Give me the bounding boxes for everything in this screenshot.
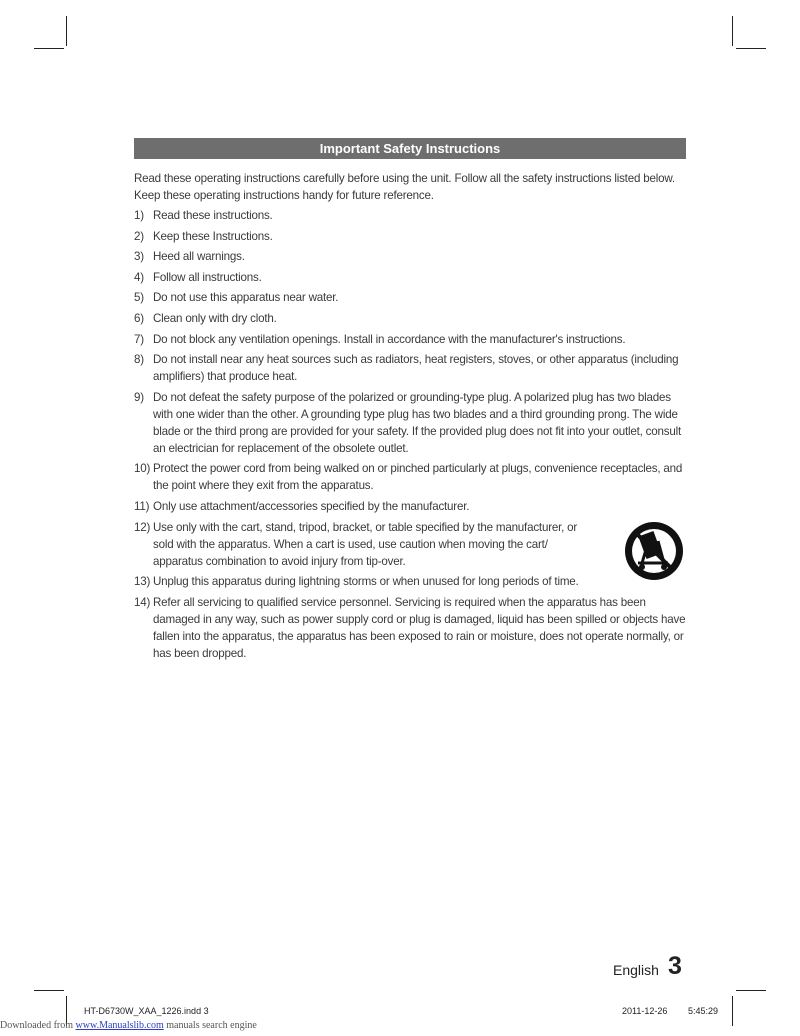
item-text: Do not install near any heat sources such as radiators, heat registers, stoves, or other apparatus (including amplifiers) that produce heat. bbox=[153, 353, 679, 384]
item-text: Do not block any ventilation openings. Install in accordance with the manufacturer's instructions. bbox=[153, 332, 626, 346]
item-text: Use only with the cart, stand, tripod, bracket, or table specified by the manufacturer, or sold with the apparatus. When a cart is used, use caution when moving the cart/ apparatus combination to avoid injury from tip-over. bbox=[153, 520, 578, 568]
instruction-item bbox=[134, 389, 686, 457]
section-header: Important Safety Instructions bbox=[134, 138, 686, 159]
item-text: Keep these Instructions. bbox=[153, 229, 273, 243]
download-suffix: manuals search engine bbox=[163, 1020, 257, 1031]
intro-paragraph: Read these operating instructions carefully before using the unit. Follow all the safety instructions listed below. Keep these operating instructions handy for future reference. bbox=[134, 172, 675, 202]
item-number: 3) bbox=[134, 250, 144, 264]
item-text: Protect the power cord from being walked on or pinched particularly at plugs, convenience receptacles, and the point where they exit from the apparatus. bbox=[153, 462, 683, 493]
item-number: 5) bbox=[134, 291, 144, 305]
item-number: 2) bbox=[134, 229, 144, 243]
slug-time: 5:45:29 bbox=[688, 1006, 719, 1016]
item-text: Do not use this apparatus near water. bbox=[153, 291, 339, 305]
instruction-item bbox=[134, 289, 686, 306]
crop-mark bbox=[34, 48, 64, 49]
item-number: 6) bbox=[134, 311, 144, 325]
item-number: 13) bbox=[134, 575, 151, 589]
item-number: 8) bbox=[134, 353, 144, 367]
instruction-item bbox=[134, 351, 686, 385]
item-text: Clean only with dry cloth. bbox=[153, 311, 277, 325]
manualslib-link[interactable]: www.Manualslib.com bbox=[75, 1020, 164, 1031]
crop-mark bbox=[66, 16, 67, 46]
crop-mark bbox=[34, 990, 64, 991]
item-text: Heed all warnings. bbox=[153, 250, 245, 264]
item-number: 12) bbox=[134, 520, 151, 534]
item-number: 14) bbox=[134, 595, 151, 609]
item-number: 4) bbox=[134, 270, 144, 284]
slug-file: HT-D6730W_XAA_1226.indd 3 bbox=[84, 1006, 209, 1016]
item-text: Refer all servicing to qualified service personnel. Servicing is required when the apparatus has been damaged in any way, such as power supply cord or plug is damaged, liquid has been spilled or objects have fallen into the apparatus, the apparatus has been exposed to rain or moisture, does not operate normally, or has been dropped. bbox=[153, 595, 686, 660]
page-number: 3 bbox=[668, 952, 682, 980]
instruction-item bbox=[134, 331, 686, 348]
item-text: Do not defeat the safety purpose of the polarized or grounding-type plug. A polarized plug has two blades with one wider than the other. A grounding type plug has two blades and a third grounding prong. The wide blade or the third prong are provided for your safety. If the provided plug does not fit into your outlet, consult an electrician for replacement of the obsolete outlet. bbox=[153, 390, 682, 455]
item-text: Read these instructions. bbox=[153, 209, 273, 222]
item-number: 1) bbox=[134, 209, 144, 222]
instruction-item bbox=[134, 248, 686, 265]
footer-language: English bbox=[613, 962, 659, 978]
item-number: 10) bbox=[134, 462, 151, 476]
crop-mark bbox=[736, 48, 766, 49]
download-prefix: Downloaded from bbox=[0, 1020, 76, 1031]
page-content bbox=[134, 138, 686, 665]
item-number: 11) bbox=[134, 499, 150, 513]
item-text: Only use attachment/accessories specified by the manufacturer. bbox=[153, 499, 470, 513]
instruction-item bbox=[134, 269, 686, 286]
crop-mark bbox=[736, 990, 766, 991]
slug-date: 2011-12-26 bbox=[622, 1006, 668, 1016]
crop-mark bbox=[732, 16, 733, 46]
instruction-item bbox=[134, 207, 686, 224]
instruction-item bbox=[134, 519, 686, 570]
instruction-item bbox=[134, 460, 686, 494]
crop-mark bbox=[732, 996, 733, 1026]
download-notice bbox=[0, 1020, 257, 1031]
instruction-item bbox=[134, 594, 686, 662]
instruction-item bbox=[134, 228, 686, 245]
instruction-item bbox=[134, 573, 686, 590]
item-number: 7) bbox=[134, 332, 144, 346]
item-text: Unplug this apparatus during lightning storms or when unused for long periods of time. bbox=[153, 575, 579, 589]
instruction-item bbox=[134, 310, 686, 327]
instruction-item bbox=[134, 498, 686, 515]
instruction-list bbox=[134, 207, 686, 662]
item-number: 9) bbox=[134, 390, 144, 404]
item-text: Follow all instructions. bbox=[153, 270, 262, 284]
